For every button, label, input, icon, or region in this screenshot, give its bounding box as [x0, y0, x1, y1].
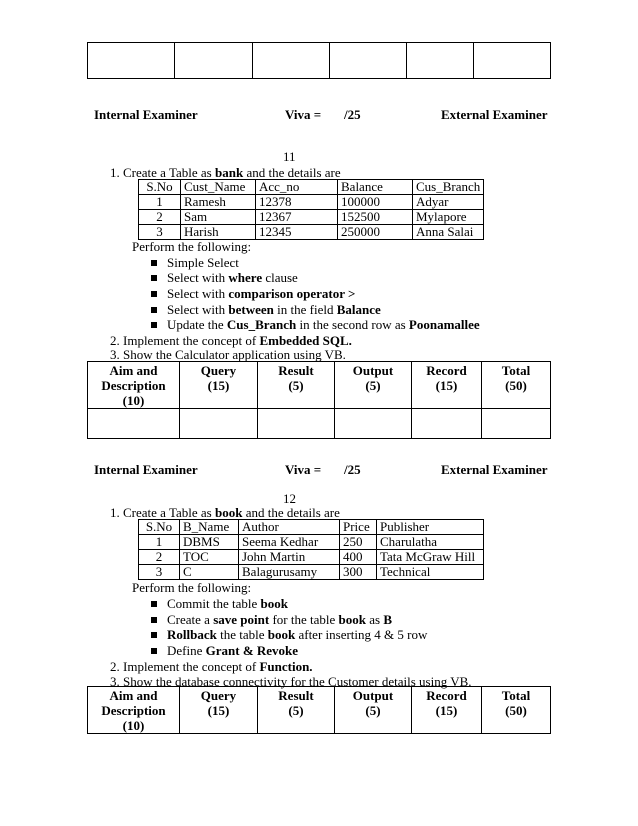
- marks-cell: [175, 43, 253, 79]
- item-text: 1. Create a Table as: [110, 505, 215, 520]
- table-cell: C: [180, 565, 239, 580]
- header-text: (5): [365, 703, 381, 718]
- viva-score: /25: [344, 107, 361, 122]
- marks-header-record: [412, 687, 482, 734]
- marks-header-total: [482, 687, 551, 734]
- item-bold: B: [383, 612, 392, 627]
- item-text: for the table: [269, 612, 339, 627]
- marks-header-aim: [88, 362, 180, 409]
- table-cell: John Martin: [239, 550, 340, 565]
- marks-header-row: [88, 687, 551, 734]
- item-text: and the details are: [243, 165, 341, 180]
- header-text: Total: [501, 363, 531, 378]
- bullet-item: [151, 643, 298, 658]
- header-text: Total: [501, 688, 531, 703]
- marks-cell: [482, 409, 551, 439]
- item-text: in the field: [273, 302, 337, 317]
- header-cell: S.No: [139, 520, 180, 535]
- table-cell: 3: [139, 565, 180, 580]
- marks-cell: [412, 409, 482, 439]
- table-cell: 100000: [338, 195, 413, 210]
- header-cell: Publisher: [377, 520, 484, 535]
- table-cell: Harish: [181, 225, 256, 240]
- item-text: Select with: [167, 270, 229, 285]
- bullet-item: [151, 317, 480, 332]
- marks-cell: [253, 43, 330, 79]
- item-text: 2. Implement the concept of: [110, 333, 260, 348]
- bank-table: [138, 179, 484, 240]
- item-bold: Poonamallee: [408, 317, 480, 332]
- table-cell: Technical: [377, 565, 484, 580]
- marks-cell: [330, 43, 407, 79]
- header-cell: B_Name: [180, 520, 239, 535]
- bullet-icon: [151, 322, 157, 328]
- table-row: [139, 210, 484, 225]
- marks-header-row: [88, 362, 551, 409]
- marks-header-record: [412, 362, 482, 409]
- table-header-row: [139, 520, 484, 535]
- bullet-item: [151, 596, 288, 611]
- item-text: Create a: [167, 612, 214, 627]
- header-text: (10): [122, 718, 145, 733]
- header-text: Description: [101, 703, 166, 718]
- q11-item-2: [110, 333, 352, 348]
- table-cell: Anna Salai: [413, 225, 484, 240]
- marks-header-result: [258, 362, 335, 409]
- header-text: Query: [200, 363, 237, 378]
- table-cell: 400: [340, 550, 377, 565]
- table-cell: 12367: [256, 210, 338, 225]
- top-marks-table: [87, 42, 551, 79]
- item-bold: book: [338, 612, 366, 627]
- item-bold: Cus_Branch: [226, 317, 297, 332]
- header-text: Aim and: [109, 363, 158, 378]
- header-cell: Cus_Branch: [413, 180, 484, 195]
- table-cell: Seema Kedhar: [239, 535, 340, 550]
- q12-item-1: [110, 505, 340, 520]
- q11-item-1: [110, 165, 341, 180]
- item-bold: book: [260, 596, 288, 611]
- table-row: [139, 550, 484, 565]
- table-cell: Tata McGraw Hill: [377, 550, 484, 565]
- header-text: (15): [435, 703, 458, 718]
- item-bold: book: [267, 627, 296, 642]
- table-cell: 3: [139, 225, 181, 240]
- item-bold: Balance: [336, 302, 381, 317]
- item-text: Define: [167, 643, 206, 658]
- item-text: Simple Select: [167, 255, 239, 270]
- bullet-icon: [151, 632, 157, 638]
- marks-table: [87, 361, 551, 439]
- bullet-icon: [151, 648, 157, 654]
- header-text: Result: [278, 688, 314, 703]
- table-cell: 250000: [338, 225, 413, 240]
- bullet-icon: [151, 307, 157, 313]
- perform-label: Perform the following:: [132, 239, 252, 254]
- marks-header-aim: [88, 687, 180, 734]
- item-bold: save point: [213, 612, 270, 627]
- header-text: (15): [207, 703, 230, 718]
- header-text: (5): [288, 378, 304, 393]
- table-cell: 1: [139, 535, 180, 550]
- examiner-row: [94, 107, 554, 123]
- table-cell: 250: [340, 535, 377, 550]
- internal-examiner-label: Internal Examiner: [94, 462, 198, 477]
- table-row: [139, 565, 484, 580]
- bullet-item: [151, 302, 381, 317]
- item-text: Commit the table: [167, 596, 261, 611]
- book-table: [138, 519, 484, 580]
- bullet-item: [151, 255, 239, 270]
- table-cell: Ramesh: [181, 195, 256, 210]
- perform-label: Perform the following:: [132, 580, 252, 595]
- header-cell: Author: [239, 520, 340, 535]
- table-cell: Mylapore: [413, 210, 484, 225]
- header-text: (50): [505, 378, 527, 393]
- item-text: as: [365, 612, 384, 627]
- header-text: Query: [200, 688, 237, 703]
- examiner-row: [94, 462, 554, 478]
- table-cell: TOC: [180, 550, 239, 565]
- q12-item-2: [110, 659, 313, 674]
- marks-entry-row: [88, 409, 551, 439]
- item-bold: Grant & Revoke: [205, 643, 299, 658]
- header-text: Output: [352, 363, 394, 378]
- header-text: (5): [288, 703, 304, 718]
- bullet-icon: [151, 275, 157, 281]
- bullet-icon: [151, 291, 157, 297]
- bullet-item: [151, 270, 298, 285]
- table-row: [139, 225, 484, 240]
- item-text: Update the: [167, 317, 227, 332]
- header-text: (10): [122, 393, 145, 408]
- item-bold: bank: [214, 165, 244, 180]
- item-text: after inserting 4 & 5 row: [295, 627, 428, 642]
- marks-header-query: [180, 362, 258, 409]
- item-text: and the details are: [242, 505, 340, 520]
- item-text: clause: [262, 270, 298, 285]
- table-cell: 12345: [256, 225, 338, 240]
- table-cell: Sam: [181, 210, 256, 225]
- table-cell: Adyar: [413, 195, 484, 210]
- bullet-item: [151, 612, 392, 627]
- viva-score: /25: [344, 462, 361, 477]
- marks-header-result: [258, 687, 335, 734]
- q11-item-3: 3. Show the Calculator application using VB.: [110, 347, 346, 362]
- header-cell: Acc_no: [256, 180, 338, 195]
- table-cell: 2: [139, 550, 180, 565]
- item-bold: Embedded SQL.: [259, 333, 352, 348]
- viva-label: Viva =: [285, 462, 322, 477]
- bullet-item: [151, 627, 427, 642]
- item-text: the table: [216, 627, 268, 642]
- item-text: 1. Create a Table as: [110, 165, 215, 180]
- header-text: Output: [352, 688, 394, 703]
- header-text: Aim and: [109, 688, 158, 703]
- external-examiner-label: External Examiner: [441, 462, 548, 477]
- marks-cell: [258, 409, 335, 439]
- item-bold: Function.: [259, 659, 313, 674]
- header-cell: Balance: [338, 180, 413, 195]
- table-header-row: [139, 180, 484, 195]
- header-cell: Price: [340, 520, 377, 535]
- item-bold: comparison operator >: [228, 286, 356, 301]
- item-text: Select with: [167, 302, 229, 317]
- marks-cell: [407, 43, 474, 79]
- question-number: 12: [283, 491, 296, 506]
- table-cell: 300: [340, 565, 377, 580]
- table-cell: 1: [139, 195, 181, 210]
- header-text: Record: [426, 363, 467, 378]
- marks-header-total: [482, 362, 551, 409]
- header-cell: S.No: [139, 180, 181, 195]
- marks-header-query: [180, 687, 258, 734]
- bullet-icon: [151, 260, 157, 266]
- table-cell: Charulatha: [377, 535, 484, 550]
- item-bold: Rollback: [167, 627, 217, 642]
- header-cell: Cust_Name: [181, 180, 256, 195]
- external-examiner-label: External Examiner: [441, 107, 548, 122]
- marks-cell: [474, 43, 551, 79]
- header-text: (5): [365, 378, 381, 393]
- table-row: [139, 535, 484, 550]
- header-text: (15): [435, 378, 458, 393]
- table-cell: 2: [139, 210, 181, 225]
- marks-cell: [88, 409, 180, 439]
- table-cell: DBMS: [180, 535, 239, 550]
- bullet-item: [151, 286, 355, 301]
- table-row: [139, 195, 484, 210]
- q12-item-3: 3. Show the database connectivity for the Customer details using VB.: [110, 674, 472, 689]
- item-text: Select with: [167, 286, 229, 301]
- item-text: 2. Implement the concept of: [110, 659, 260, 674]
- table-cell: 152500: [338, 210, 413, 225]
- header-text: (15): [207, 378, 230, 393]
- question-number: 11: [283, 149, 296, 164]
- header-text: Result: [278, 363, 314, 378]
- marks-cell: [180, 409, 258, 439]
- marks-cell: [88, 43, 175, 79]
- marks-header-output: [335, 687, 412, 734]
- header-text: (50): [505, 703, 527, 718]
- marks-table: [87, 686, 551, 734]
- item-text: in the second row as: [296, 317, 409, 332]
- header-text: Record: [426, 688, 467, 703]
- header-text: Description: [101, 378, 166, 393]
- item-bold: book: [214, 505, 243, 520]
- internal-examiner-label: Internal Examiner: [94, 107, 198, 122]
- bullet-icon: [151, 617, 157, 623]
- item-bold: between: [228, 302, 274, 317]
- item-bold: where: [228, 270, 263, 285]
- marks-header-output: [335, 362, 412, 409]
- viva-label: Viva =: [285, 107, 322, 122]
- table-cell: 12378: [256, 195, 338, 210]
- bullet-icon: [151, 601, 157, 607]
- table-cell: Balagurusamy: [239, 565, 340, 580]
- marks-cell: [335, 409, 412, 439]
